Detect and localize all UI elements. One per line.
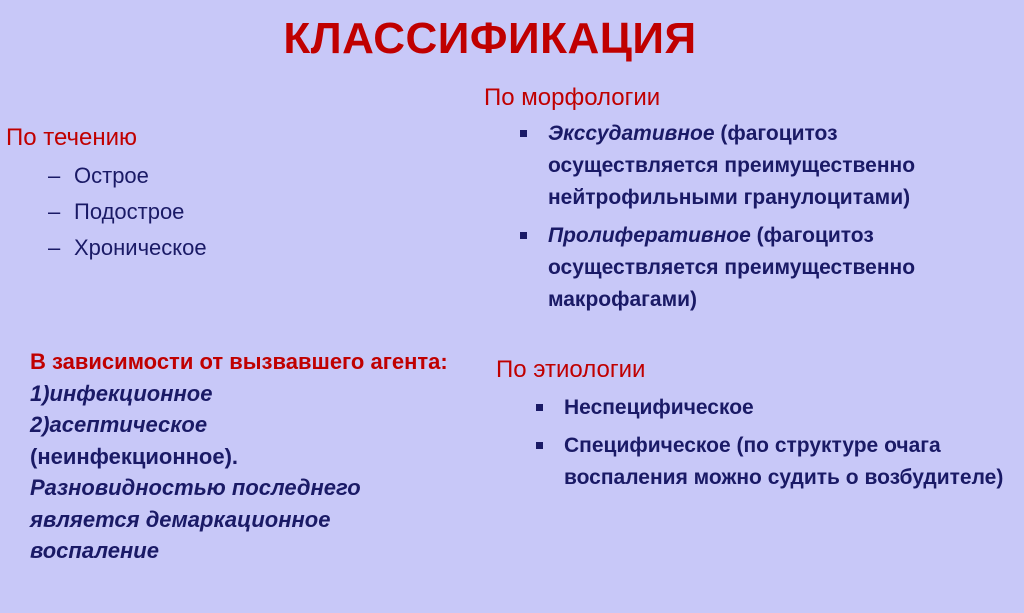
agent-line: воспаление [30, 538, 159, 563]
morphology-term: Экссудативное [548, 122, 715, 145]
agent-line: 2)асептическое [30, 412, 208, 437]
etiology-heading: По этиологии [496, 356, 646, 383]
morphology-text: (фагоцитоз осуществляется преимущественно нейтрофильными гранулоцитами) [548, 122, 916, 209]
morphology-text: (фагоцитоз осуществляется преимущественно макрофагами) [548, 224, 916, 311]
morphology-item [518, 220, 998, 316]
etiology-item: Специфическое (по структуре очага воспаления можно судить о возбудителе) [534, 430, 1014, 494]
course-item: – Хроническое [48, 230, 207, 266]
agent-line: является демаркационное [30, 506, 331, 532]
morphology-item [518, 118, 998, 214]
etiology-list [534, 392, 1014, 500]
morphology-heading: По морфологии [484, 84, 661, 111]
agent-line: 1)инфекционное [30, 380, 213, 406]
agent-line: Разновидностью последнего [30, 475, 361, 500]
course-item: – Подострое [48, 194, 207, 230]
course-heading: По течению [6, 124, 138, 151]
course-item: – Острое [48, 158, 207, 194]
etiology-item: Неспецифическое [534, 392, 1014, 424]
course-list [48, 158, 207, 266]
morphology-term: Пролиферативное [548, 224, 751, 247]
agent-heading: В зависимости от вызвавшего агента: [30, 349, 448, 374]
agent-line: (неинфекционное). [30, 443, 239, 469]
agent-block [30, 346, 490, 567]
morphology-list [518, 118, 998, 322]
slide-title: КЛАССИФИКАЦИЯ [283, 14, 697, 63]
